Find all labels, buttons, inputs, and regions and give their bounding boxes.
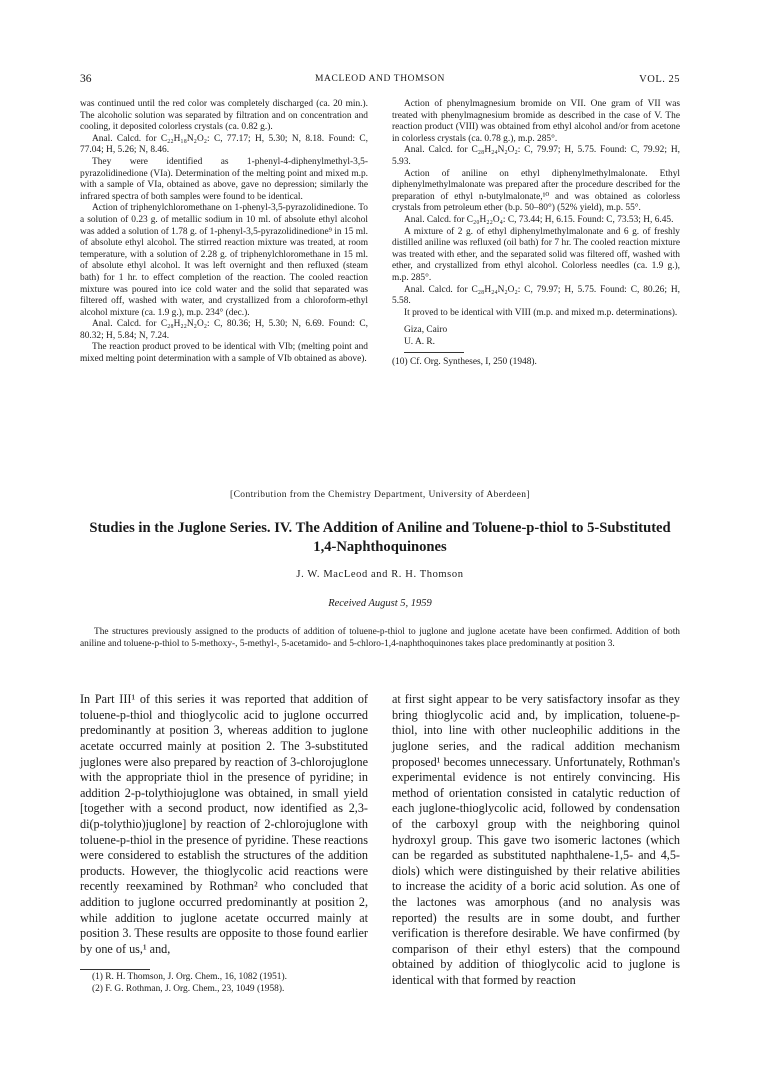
previous-article-right-column [392, 99, 680, 369]
received-date: Received August 5, 1959 [328, 598, 432, 609]
abstract-text: The structures previously assigned to the products of addition of toluene-p-thiol to juglone and juglone acetate have been confirmed. Addition of both aniline and toluene-p-thiol to 5-methoxy-, 5-methyl-, 5-acetamido- and 5-chloro-1,4-naphthoquinones takes place predominantly at position 3. [80, 627, 680, 649]
paragraph: Action of phenylmagnesium bromide on VII. One gram of VII was treated with phenylmagnesium bromide as described in the case of V. The reaction product (VIII) was obtained from ethyl alcohol and/or from acetone in colorless crystals (ca. 0.78 g.), m.p. 285°. [392, 99, 680, 144]
running-head [80, 73, 680, 89]
previous-article-continuation [80, 99, 680, 469]
analysis-line: Anal. Calcd. for C₂₂H₁₈N₂O₂: C, 77.17; H, 5.30; N, 8.18. Found: C, 77.04; H, 5.26; N, 8.46. [80, 133, 368, 156]
footnote-divider [404, 352, 464, 353]
volume-label: VOL. 25 [639, 74, 680, 85]
analysis-line: Anal. Calcd. for C₂₀H₂₂O₄: C, 73.44; H, 6.15. Found: C, 73.53; H, 6.45. [404, 214, 674, 225]
paragraph: It proved to be identical with VIII (m.p. and mixed m.p. determinations). [404, 307, 678, 318]
page-number: 36 [80, 73, 92, 85]
paragraph: They were identified as 1-phenyl-4-diphenylmethyl-3,5-pyrazolidinedione (VIa). Determination of the melting point and mixed m.p. with a sample of VIa, obtained as above, gave no depression; similarly the infrared spectra of both samples were found to be identical. [80, 156, 368, 202]
abstract [80, 626, 680, 650]
analysis-line: Anal. Calcd. for C₂₈H₂₄N₂O₂: C, 79.97; H, 5.75. Found: C, 80.26; H, 5.58. [392, 284, 680, 307]
footnotes [80, 972, 368, 995]
footnote: (10) Cf. Org. Syntheses, I, 250 (1948). [392, 357, 537, 368]
footnote-divider [80, 969, 150, 970]
paragraph: A mixture of 2 g. of ethyl diphenylmethylmalonate and 6 g. of freshly distilled aniline was refluxed (oil bath) for 7 hr. The cooled reaction mixture was treated with ether, and the separated solid was filtered off, washed with ether, and crystallized from ethyl alcohol. Colorless needles (ca. 1.9 g.), m.p. 285°. [392, 226, 680, 283]
paragraph: The reaction product proved to be identical with VIb; (melting point and mixed melting point determination with a sample of VIb obtained as above). [80, 342, 368, 365]
article-title: Studies in the Juglone Series. IV. The Addition of Aniline and Toluene-p-thiol to 5-Substituted 1,4-Naphthoquinones [89, 520, 671, 555]
analysis-line: Anal. Calcd. for C₂₈H₂₄N₂O₂: C, 79.97; H, 5.75. Found: C, 79.92; H, 5.93. [392, 145, 680, 167]
author-address [404, 325, 680, 348]
contribution-line: [Contribution from the Chemistry Department, University of Aberdeen] [230, 490, 530, 500]
address-line-2: U. A. R. [404, 336, 435, 347]
article-body [80, 680, 680, 1040]
previous-article-left-column [80, 99, 368, 366]
address-line-1: Giza, Cairo [404, 325, 448, 336]
running-head-authors: MACLEOD AND THOMSON [315, 74, 445, 84]
paragraph: was continued until the red color was completely discharged (ca. 20 min.). The alcoholic solution was separated by filtration and on concentration and cooling, it deposited colorless crystals (ca. 0.82 g.). [80, 99, 368, 133]
body-paragraph: In Part III¹ of this series it was reported that addition of toluene-p-thiol and thioglycolic acid to juglone occurred predominantly at position 3, whereas addition to juglone acetate occurred mainly at position 2. The 3-substituted juglones were also prepared by reaction of 3-chlorojuglone with the appropriate thiol in the presence of pyridine; in addition 2-p-tolythiojuglone was obtained, in small yield [together with a second product, now identified as 2,3-di(p-tolythio)juglone] by reaction of 2-chlorojuglone with toluene-p-thiol in the presence of pyridine. These reactions were considered to establish the structures of the addition products. However, the thioglycolic acid reactions were recently reexamined by Rothman² who concluded that addition to juglone occurred predominantly at position 2, while addition to juglone acetate occurred mainly at position 3. These results are opposite to those found earlier by one of us,¹ and, [80, 692, 368, 956]
analysis-line: Anal. Calcd. for C₂₈H₂₂N₂O₂: C, 80.36; H, 5.30; N, 6.69. Found: C, 80.32; H, 5.84; N, 7.24. [80, 319, 368, 341]
article-authors: J. W. MacLeod and R. H. Thomson [296, 569, 464, 580]
body-right-column [392, 680, 680, 1001]
footnote: (1) R. H. Thomson, J. Org. Chem., 16, 1082 (1951). [92, 972, 287, 983]
paragraph: Action of aniline on ethyl diphenylmethylmalonate. Ethyl diphenylmethylmalonate was prepared after the procedure described for the preparation of ethyl n-butylmalonate,¹⁰ and was obtained as colorless crystals from petroleum ether (b.p. 50–80°) (52% yield), m.p. 55°. [392, 168, 680, 214]
body-left-column [80, 680, 368, 996]
paragraph: Action of triphenylchloromethane on 1-phenyl-3,5-pyrazolidinedione. To a solution of 0.23 g. of metallic sodium in 10 ml. of absolute ethyl alcohol was added a solution of 1.78 g. of 1-phenyl-3,5-pyrazolidinedione⁹ in 15 ml. of absolute ethyl alcohol. The stirred reaction mixture was treated, at room temperature, with a solution of 2.28 g. of triphenylchloromethane in 15 ml. of absolute ethyl alcohol. It was left overnight and then refluxed (steam bath) for 1 hr. to effect completion of the reaction. The cooled reaction mixture was poured into ice cold water and the solid that separated was filtered off, washed with water, and crystallized from a chloroform-ethyl alcohol mixture (ca. 1.9 g.), m.p. 234° (dec.). [80, 203, 368, 318]
body-paragraph: at first sight appear to be very satisfactory insofar as they bring thioglycolic acid and, by implication, toluene-p-thiol, into line with other nucleophilic additions in the juglone series, and the radical addition mechanism proposed¹ becomes unnecessary. Unfortunately, Rothman's experimental evidence is not entirely convincing. His method of orientation consisted in catalytic reduction of each juglone-thioglycolic acid, followed by condensation of the carboxyl group with the neighboring quinol hydroxyl group. This gave two isomeric lactones (which can be regarded as substituted naphthalene-1,5- and 4,5- diols) which were distinguished by their relative abilities to increase the acidity of a boric acid solution. As one of the lactones was amorphous (and no analysis was reported) the results are in some doubt, and further verification is therefore desirable. We have confirmed (by comparison of their ethyl esters) that the compound obtained by addition of thioglycolic acid to juglone is identical with that formed by reaction [392, 692, 680, 987]
footnote: (2) F. G. Rothman, J. Org. Chem., 23, 1049 (1958). [92, 984, 285, 995]
